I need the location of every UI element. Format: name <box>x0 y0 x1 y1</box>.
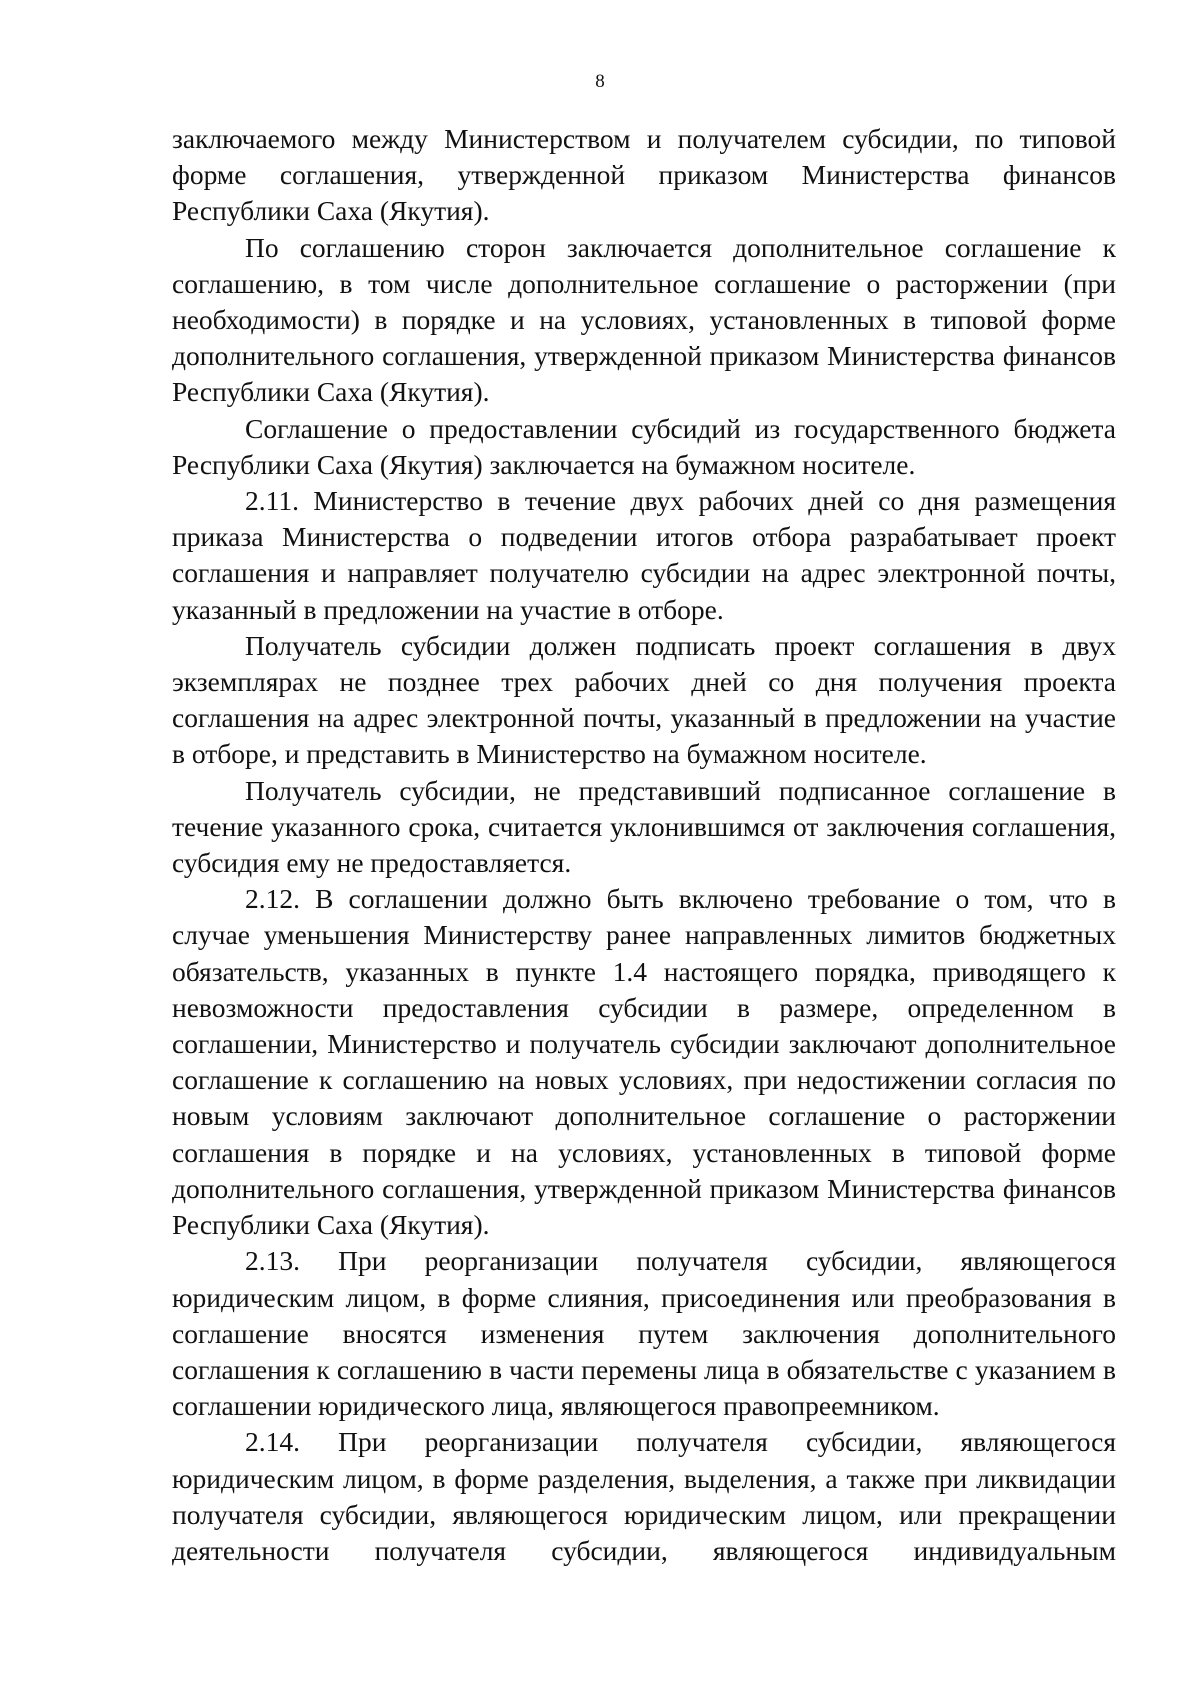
paragraph-2-13: 2.13. При реорганизации получателя субсидии, являющегося юридическим лицом, в форме слияния, присоединения или преобразования в соглашение вносятся изменения путем заключения дополнительного соглашения к соглашению в части перемены лица в обязательстве с указанием в соглашении юридического лица, являющегося правопреемником. <box>172 1245 1116 1422</box>
paragraph-2-12: 2.12. В соглашении должно быть включено требование о том, что в случае уменьшения Министерству ранее направленных лимитов бюджетных обязательств, указанных в пункте 1.4 настоящего порядка, приводящего к невозможности предоставления субсидии в размере, определенном в соглашении, Министерство и получатель субсидии заключают дополнительное соглашение к соглашению на новых условиях, при недостижении согласия по новым условиям заключают дополнительное соглашение о расторжении соглашения в порядке и на условиях, установленных в типовой форме дополнительного соглашения, утвержденной приказом Министерства финансов Республики Саха (Якутия). <box>172 883 1116 1241</box>
paragraph-2-11: 2.11. Министерство в течение двух рабочих дней со дня размещения приказа Министерства о подведении итогов отбора разрабатывает проект соглашения и направляет получателю субсидии на адрес электронной почты, указанный в предложении на участие в отборе. <box>172 485 1116 625</box>
paragraph-continuation: заключаемого между Министерством и получателем субсидии, по типовой форме соглашения, утвержденной приказом Министерства финансов Республики Саха (Якутия). <box>172 123 1116 227</box>
page-number: 8 <box>595 71 605 92</box>
paragraph-evasion: Получатель субсидии, не представивший подписанное соглашение в течение указанного срока, считается уклонившимся от заключения соглашения, субсидия ему не предоставляется. <box>172 774 1116 879</box>
paragraph-additional-agreement: По соглашению сторон заключается дополнительное соглашение к соглашению, в том числе дополнительное соглашение о расторжении (при необходимости) в порядке и на условиях, установленных в типовой форме дополнительного соглашения, утвержденной приказом Министерства финансов Республики Саха (Якутия). <box>172 231 1116 408</box>
paragraph-sign-draft: Получатель субсидии должен подписать проект соглашения в двух экземплярах не позднее трех рабочих дней со дня получения проекта соглашения на адрес электронной почты, указанный в предложении на участие в отборе, и представить в Министерство на бумажном носителе. <box>172 629 1116 770</box>
document-body <box>172 121 1116 1569</box>
paragraph-2-14: 2.14. При реорганизации получателя субсидии, являющегося юридическим лицом, в форме разделения, выделения, а также при ликвидации получателя субсидии, являющегося юридическим лицом, или прекращении деятельности получателя субсидии, являющегося индивидуальным <box>172 1426 1116 1566</box>
paragraph-paper-medium: Соглашение о предоставлении субсидий из государственного бюджета Республики Саха (Якутия) заключается на бумажном носителе. <box>172 412 1116 480</box>
